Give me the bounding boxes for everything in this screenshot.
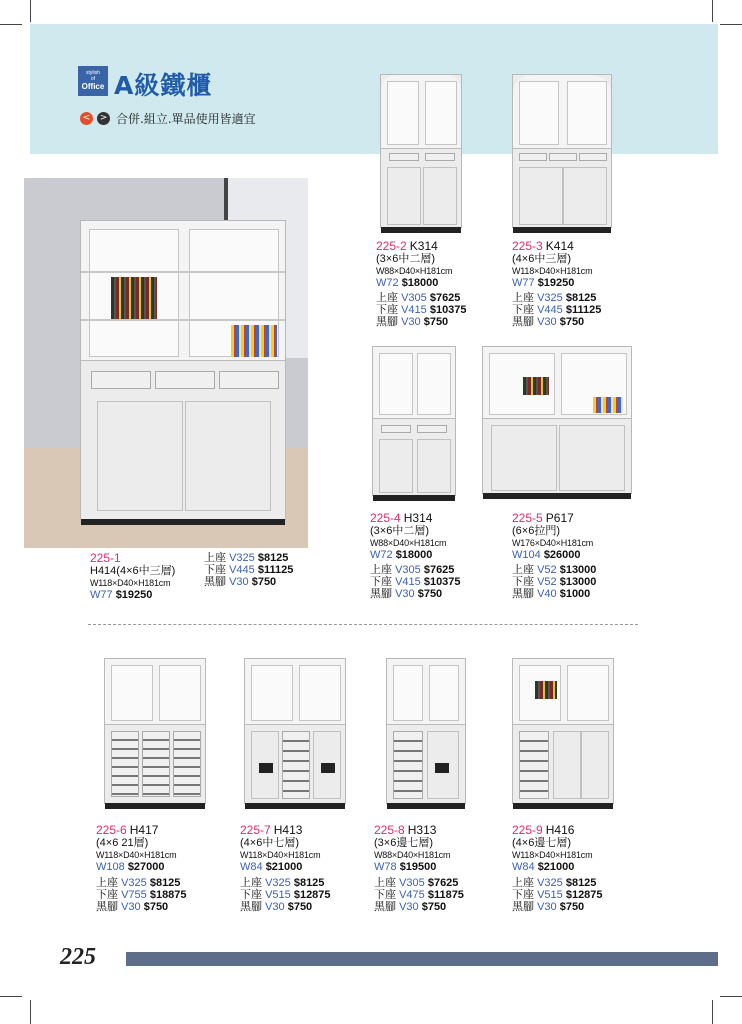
product-code: 225-2 (376, 239, 407, 253)
product-code: 225-8 (374, 823, 405, 837)
product-dimensions: W88×D40×H181cm (374, 850, 451, 860)
page-number: 225 (60, 944, 96, 970)
product-image-225-7 (244, 658, 346, 804)
crop-mark (0, 24, 22, 25)
product-desc: (3×6邊七層) (374, 837, 433, 849)
product-info-225-3: 225-3 K414 (4×6中三層) W118×D40×H181cm W77 $19250 上座 V325 $8125 下座 V445 $11125 黑腳 V30 $750 (512, 239, 602, 328)
product-name: H314 (403, 511, 433, 525)
product-desc: (3×6中二層) (376, 253, 435, 265)
office-logo: stylish of Office (78, 66, 108, 96)
section-divider (88, 624, 638, 625)
footer-bar (126, 952, 718, 966)
subtitle-row (80, 110, 256, 127)
product-code: 225-6 (96, 823, 127, 837)
part-row: 黑腳 V30 $750 (204, 576, 277, 588)
product-info-225-2: 225-2 K314 (3×6中二層) W88×D40×H181cm W72 $18000 上座 V305 $7625 下座 V415 $10375 黑腳 V30 $750 (376, 239, 467, 328)
prev-arrow-icon: < (80, 112, 93, 125)
product-image-225-6 (104, 658, 206, 804)
product-image-225-9 (512, 658, 614, 804)
product-desc: (4×6中七層) (240, 837, 299, 849)
product-dimensions: W118×D40×H181cm (96, 850, 177, 860)
product-dimensions: W176×D40×H181cm (512, 538, 594, 548)
crop-mark (30, 1000, 31, 1024)
product-info-225-8: 225-8 H313 (3×6邊七層) W88×D40×H181cm W78 $19500 上座 V305 $7625 下座 V475 $11875 黑腳 V30 $750 (374, 823, 464, 913)
product-desc: (4×6中三層) (512, 253, 571, 265)
crop-mark (712, 1000, 713, 1024)
product-name: K314 (409, 239, 438, 253)
page-title: A級鐵櫃 (114, 71, 213, 100)
product-info-225-4: 225-4 H314 (3×6中二層) W88×D40×H181cm W72 $18000 上座 V305 $7625 下座 V415 $10375 黑腳 V30 $750 (370, 511, 461, 600)
product-info-225-5: 225-5 P617 (6×6拉門) W176×D40×H181cm W104 $26000 上座 V52 $13000 下座 V52 $13000 黑腳 V40 $1000 (512, 511, 597, 600)
product-code: 225-4 (370, 511, 401, 525)
product-desc: (4×6 21層) (96, 837, 149, 849)
product-photo-225-1 (24, 178, 308, 548)
part-row: 下座 V445 $11125 (204, 564, 294, 576)
product-info-225-7: 225-7 H413 (4×6中七層) W118×D40×H181cm W84 $21000 上座 V325 $8125 下座 V515 $12875 黑腳 V30 $750 (240, 823, 331, 913)
product-name: H413 (273, 823, 303, 837)
product-dimensions: W88×D40×H181cm (370, 538, 447, 548)
product-name: P617 (545, 511, 574, 525)
product-info-225-6: 225-6 H417 (4×6 21層) W118×D40×H181cm W108 $27000 上座 V325 $8125 下座 V755 $18875 黑腳 V30 $750 (96, 823, 187, 913)
product-image-225-8 (386, 658, 466, 804)
product-desc: (3×6中二層) (370, 525, 429, 537)
product-code: 225-9 (512, 823, 543, 837)
product-name: K414 (545, 239, 574, 253)
product-name: H417 (129, 823, 159, 837)
crop-mark (720, 996, 742, 997)
product-dimensions: W118×D40×H181cm (512, 266, 593, 276)
product-image-225-4 (372, 346, 456, 496)
product-name: H313 (407, 823, 437, 837)
product-image-225-5 (482, 346, 632, 494)
product-image-225-3 (512, 74, 612, 228)
product-dimensions: W118×D40×H181cm (240, 850, 321, 860)
crop-mark (30, 0, 31, 22)
product-dimensions: W118×D40×H181cm (90, 578, 171, 588)
crop-mark (0, 996, 22, 997)
product-info-225-9: 225-9 H416 (4×6邊七層) W118×D40×H181cm W84 $21000 上座 V325 $8125 下座 V515 $12875 黑腳 V30 $750 (512, 823, 603, 913)
product-code: 225-3 (512, 239, 543, 253)
product-desc: (4×6邊七層) (512, 837, 571, 849)
product-parts-225-1 (204, 552, 293, 588)
product-name: H416 (545, 823, 575, 837)
product-image-225-2 (380, 74, 462, 228)
product-name: H414(4×6中三層) (90, 565, 176, 577)
product-code: 225-1 (90, 551, 121, 565)
product-dimensions: W88×D40×H181cm (376, 266, 453, 276)
product-code: 225-7 (240, 823, 271, 837)
subtitle: 合併.組立.單品使用皆適宜 (116, 112, 256, 126)
product-desc: (6×6拉門) (512, 525, 560, 537)
part-row: 上座 V325 $8125 (204, 552, 289, 564)
next-arrow-icon: > (97, 112, 110, 125)
product-code: 225-5 (512, 511, 543, 525)
crop-mark (720, 24, 742, 25)
crop-mark (712, 0, 713, 22)
product-dimensions: W118×D40×H181cm (512, 850, 593, 860)
product-info-225-1: 225-1 H414(4×6中三層) W118×D40×H181cm W77 $19250 (90, 551, 176, 601)
